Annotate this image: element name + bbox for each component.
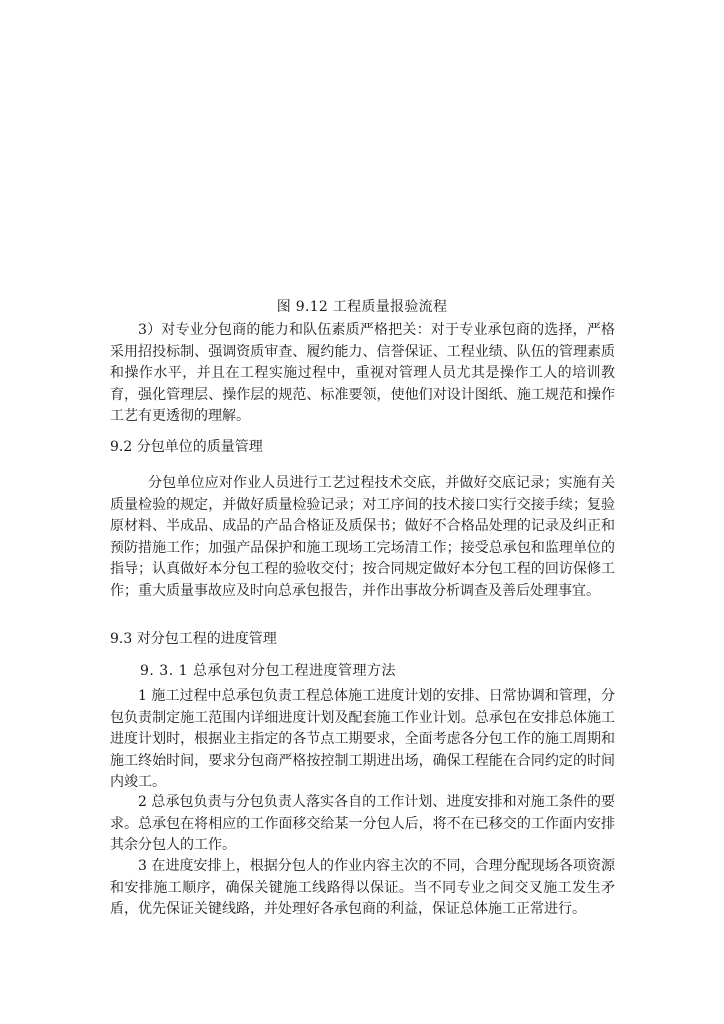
section-heading-9-2: 9.2 分包单位的质量管理: [110, 439, 263, 455]
item-3: 3 在进度安排上，根据分包人的作业内容主次的不同，合理分配现场各项资源和安排施工顺序，确保关键施工线路得以保证。当不同专业之间交叉施工发生矛盾，优先保证关键线路，并处理好各承包商的利益，保证总体施工正常进行。: [110, 858, 615, 918]
figure-caption: 图 9.12 工程质量报验流程: [276, 299, 448, 315]
section-heading-9-3: 9.3 对分包工程的进度管理: [110, 631, 277, 647]
item-1: 1 施工过程中总承包负责工程总体施工进度计划的安排、日常协调和管理，分包负责制定施工范围内详细进度计划及配套施工作业计划。总承包在安排总体施工进度计划时，根据业主指定的各节点工期要求，全面考虑各分包工作的施工周期和施工终始时间，要求分包商严格按控制工期进出场，确保工程能在合同约定的时间内竣工。: [110, 688, 615, 791]
paragraph-9-2: 分包单位应对作业人员进行工艺过程技术交底，并做好交底记录；实施有关质量检验的规定，并做好质量检验记录；对工序间的技术接口实行交接手续；复验原材料、半成品、成品的产品合格证及质保书；做好不合格品处理的记录及纠正和预防措施工作；加强产品保护和施工现场工完场清工作；接受总承包和监理单位的指导；认真做好本分包工程的验收交付；按合同规定做好本分包工程的回访保修工作；重大质量事故应及时向总承包报告，并作出事故分析调查及善后处理事宜。: [110, 475, 615, 599]
subsection-heading-9-3-1: 9. 3. 1 总承包对分包工程进度管理方法: [140, 663, 396, 679]
paragraph-3: 3）对专业分包商的能力和队伍素质严格把关：对于专业承包商的选择，严格采用招投标制、强调资质审查、履约能力、信誉保证、工程业绩、队伍的管理素质和操作水平，并且在工程实施过程中，重视对管理人员尤其是操作工人的培训教育，强化管理层、操作层的规范、标准要领，使他们对设计图纸、施工规范和操作工艺有更透彻的理解。: [110, 322, 615, 425]
figure-placeholder: [110, 30, 614, 285]
item-2: 2 总承包负责与分包负责人落实各自的工作计划、进度安排和对施工条件的要求。总承包在将相应的工作面移交给某一分包人后，将不在已移交的工作面内安排其余分包人的工作。: [110, 794, 615, 854]
